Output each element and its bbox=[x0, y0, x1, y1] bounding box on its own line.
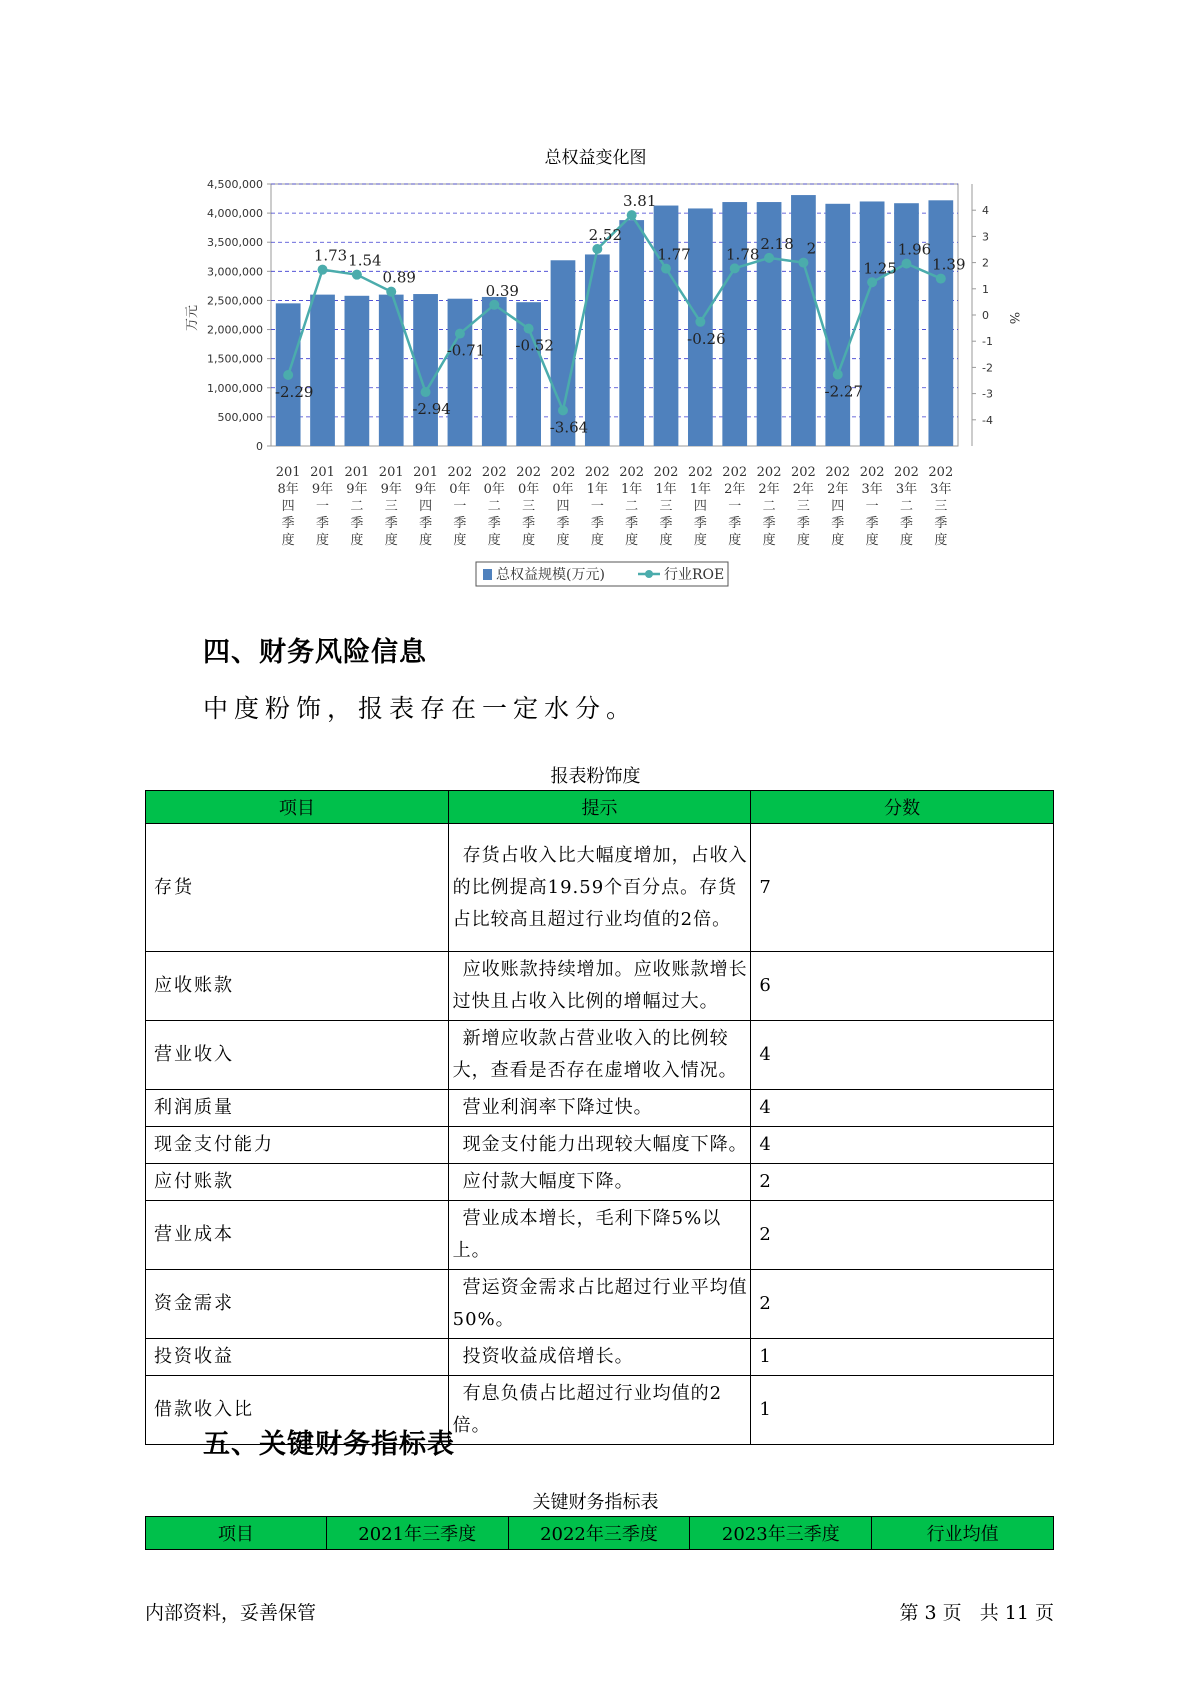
category-label: 季 bbox=[419, 516, 433, 531]
category-label: 三 bbox=[522, 499, 536, 514]
roe-point bbox=[833, 369, 843, 379]
roe-point bbox=[524, 324, 534, 334]
row-item: 应付账款 bbox=[146, 1164, 449, 1201]
category-label: 9年 bbox=[346, 482, 368, 497]
equity-bar bbox=[585, 254, 610, 446]
category-label: 9年 bbox=[414, 482, 437, 497]
category-label: 季 bbox=[453, 516, 467, 531]
roe-point bbox=[936, 274, 946, 284]
row-hint: 投资收益成倍增长。 bbox=[448, 1339, 751, 1376]
category-label: 201 bbox=[310, 465, 335, 480]
risk-table bbox=[145, 790, 1054, 1445]
category-label: 四 bbox=[693, 499, 707, 514]
category-label: 202 bbox=[619, 465, 645, 480]
indicator-table bbox=[145, 1516, 1054, 1550]
table-row bbox=[146, 1090, 1054, 1127]
category-label: 四 bbox=[556, 499, 570, 514]
category-label: 二 bbox=[350, 499, 364, 514]
roe-point bbox=[283, 370, 293, 380]
category-label: 9年 bbox=[311, 482, 334, 497]
category-label: 9年 bbox=[380, 482, 402, 497]
equity-bar bbox=[860, 201, 885, 446]
roe-data-label: 1.73 bbox=[313, 246, 348, 265]
left-tick-label: 2,000,000 bbox=[207, 323, 263, 337]
category-label: 二 bbox=[899, 499, 913, 514]
category-label: 度 bbox=[899, 533, 913, 548]
category-label: 202 bbox=[584, 465, 610, 480]
roe-data-label: -2.29 bbox=[274, 382, 314, 401]
roe-point bbox=[489, 300, 499, 310]
category-label: 202 bbox=[687, 465, 713, 480]
category-label: 二 bbox=[625, 499, 639, 514]
category-label: 度 bbox=[831, 533, 845, 548]
right-tick-label: 4 bbox=[982, 204, 989, 218]
category-label: 202 bbox=[653, 465, 679, 480]
right-tick-label: 2 bbox=[982, 256, 989, 270]
equity-bar bbox=[345, 296, 370, 446]
row-item: 利润质量 bbox=[146, 1090, 449, 1127]
category-label: 度 bbox=[281, 533, 295, 548]
footer-page-number: 第 3 页 共 11 页 bbox=[899, 1602, 1054, 1624]
category-label: 2年 bbox=[792, 482, 815, 497]
category-label: 201 bbox=[344, 465, 370, 480]
row-score: 7 bbox=[751, 824, 1054, 952]
roe-point bbox=[592, 244, 602, 254]
category-label: 度 bbox=[625, 533, 639, 548]
left-axis-title: 万元 bbox=[185, 304, 200, 332]
equity-bar bbox=[310, 295, 335, 446]
roe-point bbox=[867, 277, 877, 287]
category-label: 二 bbox=[487, 499, 501, 514]
legend-equity: 总权益规模(万元) bbox=[496, 567, 605, 583]
legend-line-marker bbox=[645, 570, 653, 578]
category-label: 四 bbox=[281, 499, 295, 514]
category-label: 季 bbox=[796, 516, 810, 531]
row-hint: 新增应收款占营业收入的比例较大，查看是否存在虚增收入情况。 bbox=[448, 1021, 751, 1090]
table-row bbox=[146, 1270, 1054, 1339]
roe-data-label: -0.52 bbox=[515, 336, 554, 355]
row-item: 资金需求 bbox=[146, 1270, 449, 1339]
category-label: 201 bbox=[413, 465, 438, 480]
left-tick-label: 1,000,000 bbox=[207, 381, 263, 395]
right-tick-label: 3 bbox=[982, 230, 989, 244]
roe-data-label: 0.89 bbox=[382, 268, 416, 287]
risk-summary: 中度粉饰，报表存在一定水分。 bbox=[203, 694, 638, 723]
row-item: 借款收入比 bbox=[146, 1376, 449, 1445]
row-item: 存货 bbox=[146, 824, 449, 952]
equity-bar bbox=[894, 203, 919, 446]
row-hint: 应收账款持续增加。应收账款增长过快且占收入比例的增幅过大。 bbox=[448, 952, 751, 1021]
roe-point bbox=[352, 270, 362, 280]
category-label: 季 bbox=[934, 516, 948, 531]
category-label: 一 bbox=[590, 499, 604, 514]
roe-point bbox=[558, 405, 568, 415]
roe-point bbox=[730, 263, 740, 273]
indicator-table-header bbox=[146, 1517, 1054, 1550]
category-label: 季 bbox=[350, 516, 364, 531]
roe-point bbox=[661, 264, 671, 274]
category-label: 202 bbox=[894, 465, 919, 480]
roe-data-label: 1.54 bbox=[348, 251, 382, 270]
row-score: 1 bbox=[751, 1376, 1054, 1445]
table-row bbox=[146, 1164, 1054, 1201]
row-hint: 营业利润率下降过快。 bbox=[448, 1090, 751, 1127]
category-label: 度 bbox=[522, 533, 536, 548]
equity-bar bbox=[482, 297, 507, 446]
category-label: 三 bbox=[796, 499, 810, 514]
category-label: 三 bbox=[384, 499, 398, 514]
roe-data-label: 1.39 bbox=[932, 255, 966, 274]
row-hint: 营运资金需求占比超过行业平均值50%。 bbox=[448, 1270, 751, 1339]
row-hint: 现金支付能力出现较大幅度下降。 bbox=[448, 1127, 751, 1164]
roe-point bbox=[386, 287, 396, 297]
header-2023q3: 2023年三季度 bbox=[690, 1517, 872, 1550]
table-row bbox=[146, 1201, 1054, 1270]
table-row bbox=[146, 824, 1054, 952]
equity-bar bbox=[448, 299, 473, 446]
category-label: 度 bbox=[487, 533, 501, 548]
category-label: 202 bbox=[516, 465, 542, 480]
header-industry-avg: 行业均值 bbox=[872, 1517, 1054, 1550]
left-tick-label: 3,500,000 bbox=[207, 236, 263, 250]
category-label: 一 bbox=[453, 499, 467, 514]
category-label: 季 bbox=[556, 516, 570, 531]
category-label: 0年 bbox=[483, 482, 505, 497]
right-tick-label: 0 bbox=[982, 309, 989, 322]
category-label: 四 bbox=[419, 499, 433, 514]
equity-chart bbox=[0, 0, 1191, 600]
row-item: 投资收益 bbox=[146, 1339, 449, 1376]
equity-bar bbox=[791, 195, 816, 446]
row-score: 4 bbox=[751, 1090, 1054, 1127]
row-item: 营业成本 bbox=[146, 1201, 449, 1270]
category-label: 季 bbox=[281, 516, 295, 531]
category-label: 0年 bbox=[517, 482, 540, 497]
category-label: 3年 bbox=[861, 482, 883, 497]
category-label: 202 bbox=[722, 465, 748, 480]
category-label: 一 bbox=[865, 499, 879, 514]
row-hint: 营业成本增长，毛利下降5%以上。 bbox=[448, 1201, 751, 1270]
category-label: 季 bbox=[625, 516, 639, 531]
roe-data-label: -0.26 bbox=[687, 329, 726, 348]
left-tick-label: 4,500,000 bbox=[207, 178, 263, 191]
category-label: 0年 bbox=[449, 482, 471, 497]
category-label: 季 bbox=[865, 516, 879, 531]
category-label: 三 bbox=[934, 499, 948, 514]
category-label: 度 bbox=[556, 533, 570, 548]
right-tick-label: -3 bbox=[982, 387, 993, 401]
legend-roe: 行业ROE bbox=[664, 567, 725, 583]
equity-bar bbox=[722, 202, 747, 446]
row-item: 应收账款 bbox=[146, 952, 449, 1021]
category-label: 度 bbox=[693, 533, 707, 548]
category-label: 1年 bbox=[586, 482, 608, 497]
category-label: 季 bbox=[487, 516, 501, 531]
roe-point bbox=[695, 317, 705, 327]
roe-point bbox=[421, 387, 431, 397]
category-label: 季 bbox=[899, 516, 913, 531]
category-label: 202 bbox=[550, 465, 576, 480]
plot-area bbox=[271, 184, 958, 446]
right-tick-label: 1 bbox=[982, 282, 989, 296]
roe-data-label: -2.27 bbox=[824, 382, 864, 401]
category-label: 季 bbox=[659, 516, 673, 531]
category-label: 度 bbox=[865, 533, 879, 548]
right-axis-title: % bbox=[1006, 311, 1021, 325]
category-label: 度 bbox=[419, 533, 433, 548]
category-label: 202 bbox=[791, 465, 816, 480]
row-score: 2 bbox=[751, 1164, 1054, 1201]
row-item: 现金支付能力 bbox=[146, 1127, 449, 1164]
equity-bar bbox=[654, 206, 679, 446]
section5-heading: 五、关键财务指标表 bbox=[203, 1429, 455, 1460]
category-label: 季 bbox=[693, 516, 707, 531]
category-label: 度 bbox=[453, 533, 467, 548]
category-label: 季 bbox=[762, 516, 776, 531]
category-label: 季 bbox=[384, 516, 398, 531]
roe-data-label: 1.25 bbox=[863, 259, 897, 278]
legend-bar-swatch bbox=[483, 569, 492, 580]
category-label: 季 bbox=[590, 516, 604, 531]
table-row bbox=[146, 1127, 1054, 1164]
category-label: 2年 bbox=[827, 482, 849, 497]
roe-data-label: -0.71 bbox=[446, 341, 486, 360]
roe-point bbox=[764, 253, 774, 263]
row-score: 6 bbox=[751, 952, 1054, 1021]
indicator-table-caption: 关键财务指标表 bbox=[532, 1492, 659, 1513]
roe-data-label: 1.78 bbox=[726, 245, 760, 264]
category-label: 201 bbox=[378, 465, 404, 480]
right-tick-label: -2 bbox=[982, 361, 993, 375]
category-label: 度 bbox=[659, 533, 673, 548]
category-label: 二 bbox=[762, 499, 776, 514]
roe-data-label: 2 bbox=[806, 239, 817, 258]
section4-heading: 四、财务风险信息 bbox=[203, 637, 427, 668]
left-tick-label: 2,500,000 bbox=[207, 294, 263, 308]
left-tick-label: 0 bbox=[256, 440, 263, 453]
left-tick-label: 4,000,000 bbox=[207, 207, 263, 221]
row-hint: 应付款大幅度下降。 bbox=[448, 1164, 751, 1201]
equity-bar bbox=[928, 200, 953, 446]
header-2022q3: 2022年三季度 bbox=[508, 1517, 690, 1550]
category-label: 季 bbox=[522, 516, 536, 531]
row-score: 4 bbox=[751, 1127, 1054, 1164]
row-score: 2 bbox=[751, 1201, 1054, 1270]
table-row bbox=[146, 1339, 1054, 1376]
roe-data-label: 0.39 bbox=[485, 281, 519, 300]
header-hint: 提示 bbox=[448, 791, 751, 824]
footer-confidential: 内部资料，妥善保管 bbox=[145, 1602, 317, 1624]
table-row bbox=[146, 1021, 1054, 1090]
roe-data-label: -3.64 bbox=[549, 418, 589, 437]
risk-table-caption: 报表粉饰度 bbox=[550, 766, 641, 787]
category-label: 3年 bbox=[930, 482, 952, 497]
roe-data-label: 1.96 bbox=[897, 240, 932, 259]
row-hint: 有息负债占比超过行业均值的2倍。 bbox=[448, 1376, 751, 1445]
category-label: 202 bbox=[928, 465, 954, 480]
roe-point bbox=[901, 259, 911, 269]
category-label: 度 bbox=[796, 533, 810, 548]
roe-data-label: -2.94 bbox=[412, 400, 451, 419]
left-tick-label: 3,000,000 bbox=[207, 265, 263, 279]
category-label: 202 bbox=[447, 465, 473, 480]
roe-data-label: 1.77 bbox=[657, 245, 691, 264]
roe-point bbox=[627, 210, 637, 220]
category-label: 度 bbox=[384, 533, 398, 548]
category-label: 202 bbox=[481, 465, 507, 480]
category-label: 季 bbox=[316, 516, 330, 531]
table-row bbox=[146, 952, 1054, 1021]
roe-point bbox=[798, 258, 808, 268]
left-tick-label: 500,000 bbox=[217, 410, 263, 424]
category-label: 1年 bbox=[655, 482, 677, 497]
roe-point bbox=[318, 265, 328, 275]
row-score: 4 bbox=[751, 1021, 1054, 1090]
roe-point bbox=[455, 329, 465, 339]
roe-data-label: 3.81 bbox=[622, 192, 657, 211]
category-label: 1年 bbox=[621, 482, 643, 497]
header-item: 项目 bbox=[146, 791, 449, 824]
category-label: 201 bbox=[275, 465, 301, 480]
left-tick-label: 1,500,000 bbox=[207, 352, 263, 366]
category-label: 2年 bbox=[758, 482, 780, 497]
equity-bar bbox=[688, 208, 713, 446]
category-label: 202 bbox=[825, 465, 851, 480]
category-label: 202 bbox=[756, 465, 782, 480]
category-label: 季 bbox=[831, 516, 845, 531]
row-score: 1 bbox=[751, 1339, 1054, 1376]
right-tick-label: -1 bbox=[982, 335, 993, 349]
header-score: 分数 bbox=[751, 791, 1054, 824]
row-hint: 存货占收入比大幅度增加，占收入的比例提高19.59个百分点。存货占比较高且超过行业均值的2倍。 bbox=[448, 824, 751, 952]
category-label: 8年 bbox=[277, 482, 299, 497]
risk-table-header bbox=[146, 791, 1054, 824]
category-label: 度 bbox=[934, 533, 948, 548]
roe-data-label: 2.18 bbox=[760, 234, 794, 253]
category-label: 三 bbox=[659, 499, 673, 514]
category-label: 度 bbox=[590, 533, 604, 548]
chart-title: 总权益变化图 bbox=[544, 148, 647, 168]
category-label: 季 bbox=[728, 516, 742, 531]
row-score: 2 bbox=[751, 1270, 1054, 1339]
category-label: 0年 bbox=[552, 482, 574, 497]
category-label: 一 bbox=[316, 499, 330, 514]
roe-data-label: 2.52 bbox=[588, 225, 623, 244]
category-label: 度 bbox=[728, 533, 742, 548]
category-label: 2年 bbox=[724, 482, 746, 497]
category-label: 一 bbox=[728, 499, 742, 514]
category-label: 1年 bbox=[689, 482, 712, 497]
category-label: 四 bbox=[831, 499, 845, 514]
equity-bar bbox=[825, 204, 850, 446]
equity-bar bbox=[619, 220, 644, 446]
category-label: 度 bbox=[350, 533, 364, 548]
category-label: 202 bbox=[859, 465, 885, 480]
header-2021q3: 2021年三季度 bbox=[326, 1517, 508, 1550]
row-item: 营业收入 bbox=[146, 1021, 449, 1090]
category-label: 度 bbox=[316, 533, 330, 548]
category-label: 3年 bbox=[895, 482, 918, 497]
header-item: 项目 bbox=[146, 1517, 327, 1550]
category-label: 度 bbox=[762, 533, 776, 548]
right-tick-label: -4 bbox=[982, 413, 993, 427]
